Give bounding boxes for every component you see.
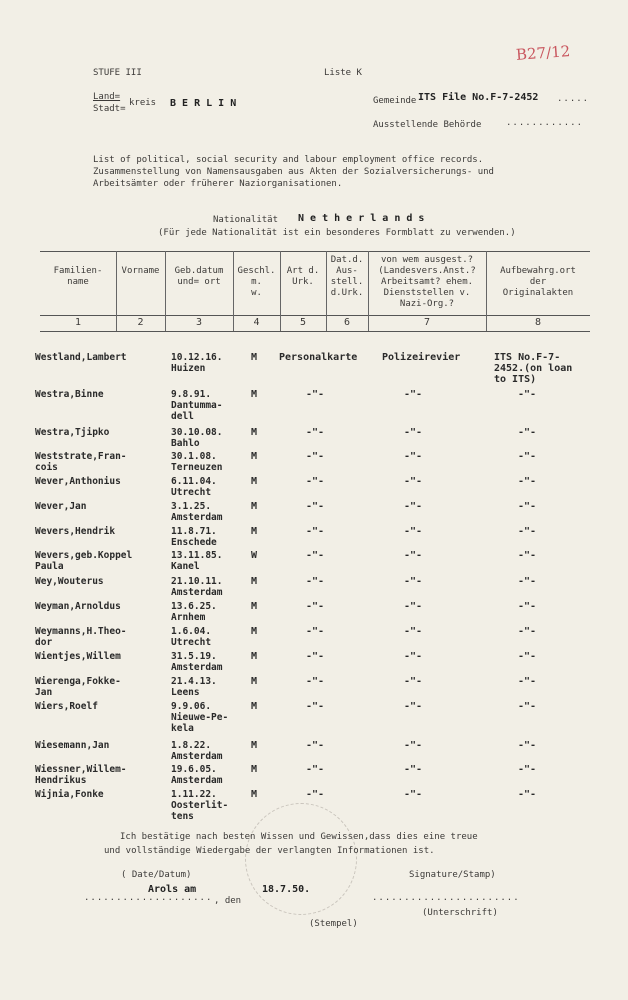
issuing-office: -"- [404, 740, 423, 751]
intro-line-3: Arbeitsämter oder früherer Naziorganisationen. [93, 179, 343, 189]
person-name [35, 701, 165, 712]
column-header-line: Aufbewahrg.ort [500, 266, 576, 276]
archive-location [518, 651, 536, 662]
stadt-label: Stadt= [93, 104, 126, 114]
cell-line: Wientjes,Willem [35, 651, 121, 662]
archive-location [518, 676, 536, 687]
ausstellende-label: Ausstellende Behörde [373, 120, 482, 130]
archive-location [518, 764, 536, 775]
date-dots: .................... [84, 893, 213, 903]
column-number: 7 [423, 317, 431, 328]
birth-date-place [171, 352, 241, 374]
cell-line: Wevers,Hendrik [35, 526, 116, 537]
cell-line: Amsterdam [171, 751, 223, 762]
liste-label: Liste K [324, 68, 362, 78]
cell-line: Huizen [171, 363, 206, 374]
cell-line: Nieuwe-Pe- [171, 712, 229, 723]
confirmation-line-1: Ich bestätige nach besten Wissen und Gewissen,dass dies eine treue [120, 832, 478, 842]
column-number: 2 [137, 317, 144, 328]
cell-line: kela [171, 723, 194, 734]
issuing-office: -"- [404, 476, 423, 487]
birth-date-place [171, 476, 241, 498]
signature-label: Signature/Stamp) [409, 870, 496, 880]
cell-line: ITS No.F-7- [494, 352, 561, 363]
date-label: ( Date/Datum) [121, 870, 192, 880]
cell-line: dor [35, 637, 53, 648]
sex: M [251, 601, 258, 612]
cell-line: Amsterdam [171, 587, 223, 598]
archive-location [518, 740, 536, 751]
cell-line: -"- [518, 626, 537, 637]
cell-line: to ITS) [494, 374, 537, 385]
cell-line: 21.4.13. [171, 676, 217, 687]
birth-date-place [171, 550, 241, 572]
column-header-line: Geb.datum [174, 266, 224, 276]
column-header-line: (Landesvers.Anst.? [378, 266, 476, 276]
document-type: -"- [306, 427, 325, 438]
cell-line: Enschede [171, 537, 217, 548]
sex: M [251, 576, 258, 587]
archive-location [518, 789, 536, 800]
sex: W [251, 550, 258, 561]
cell-line: Wever,Anthonius [35, 476, 121, 487]
cell-line: 6.11.04. [171, 476, 217, 487]
person-name [35, 676, 165, 698]
date-value: 18.7.50. [262, 884, 311, 895]
column-header-line: von wem ausgest.? [380, 255, 474, 265]
birth-date-place [171, 740, 241, 762]
cell-line: Arnhem [171, 612, 206, 623]
archive-location [518, 389, 536, 400]
sex: M [251, 526, 258, 537]
cell-line: 3.1.25. [171, 501, 212, 512]
sex: M [251, 626, 258, 637]
document-type: -"- [306, 601, 325, 612]
column-header-line: Dat.d. [330, 255, 364, 265]
document-type: -"- [306, 550, 325, 561]
sex: M [251, 501, 258, 512]
table-top-rule [40, 251, 590, 252]
cell-line: -"- [518, 427, 537, 438]
cell-line: 9.8.91. [171, 389, 212, 400]
column-header-line: Vorname [121, 266, 160, 276]
archive-location [518, 576, 536, 587]
archive-location [518, 526, 536, 537]
document-type: -"- [306, 789, 325, 800]
column-header-line: Nazi-Org.? [399, 299, 455, 309]
cell-line: 10.12.16. [171, 352, 223, 363]
cell-line: Oosterlit- [171, 800, 229, 811]
column-header-line: Familien- [53, 266, 103, 276]
archive-location [518, 476, 536, 487]
document-type: -"- [306, 389, 325, 400]
cell-line: Westra,Tjipko [35, 427, 110, 438]
cell-line: 21.10.11. [171, 576, 223, 587]
nationality-value: N e t h e r l a n d s [298, 213, 425, 224]
column-number: 5 [299, 317, 307, 328]
cell-line: -"- [518, 676, 537, 687]
cell-line: -"- [518, 764, 537, 775]
cell-line: Wiessner,Willem- [35, 764, 127, 775]
cell-line: 1.6.04. [171, 626, 212, 637]
issuing-office: -"- [404, 601, 423, 612]
column-header-line: und= ort [177, 277, 221, 287]
document-type: -"- [306, 526, 325, 537]
stufe-label: STUFE III [93, 68, 142, 78]
cell-line: Weststrate,Fran- [35, 451, 127, 462]
person-name [35, 389, 165, 400]
column-number: 1 [74, 317, 82, 328]
gemeinde-dots: ..... [557, 94, 590, 104]
person-name [35, 764, 165, 786]
column-header-line: der [529, 277, 547, 287]
land-label: Land= [93, 92, 121, 102]
column-number: 4 [253, 317, 260, 328]
column-header-line: d.Urk. [330, 288, 364, 298]
column-header-line: Urk. [292, 277, 314, 287]
stempel-label: (Stempel) [309, 919, 358, 929]
archive-location [518, 626, 536, 637]
document-type: -"- [306, 651, 325, 662]
gemeinde-label: Gemeinde [373, 96, 417, 106]
column-header-line: name [67, 277, 89, 287]
cell-line: -"- [518, 789, 537, 800]
cell-line: 30.10.08. [171, 427, 223, 438]
birth-date-place [171, 764, 241, 786]
issuing-office: -"- [404, 526, 423, 537]
document-type: -"- [306, 626, 325, 637]
cell-line: Wiers,Roelf [35, 701, 98, 712]
issuing-office: -"- [404, 550, 423, 561]
birth-date-place [171, 676, 241, 698]
column-header-1 [40, 266, 116, 288]
person-name [35, 476, 165, 487]
cell-line: Jan [35, 687, 53, 698]
issuing-office: -"- [404, 501, 423, 512]
cell-line: Paula [35, 561, 64, 572]
issuing-office: -"- [404, 651, 423, 662]
handwritten-mark: B27/12 [515, 42, 571, 64]
column-header-7 [368, 255, 486, 310]
nationality-label: Nationalität [213, 215, 279, 225]
cell-line: 30.1.08. [171, 451, 217, 462]
cell-line: Bahlo [171, 438, 200, 449]
column-header-line: Originalakten [502, 288, 574, 298]
column-header-6 [326, 255, 368, 299]
cell-line: -"- [518, 389, 537, 400]
place-label: Arols am [148, 884, 197, 895]
cell-line: Amsterdam [171, 775, 223, 786]
unterschrift-label: (Unterschrift) [422, 908, 498, 918]
column-number: 8 [534, 317, 542, 328]
column-header-line: w. [251, 288, 262, 298]
cell-line: Utrecht [171, 487, 212, 498]
issuing-office: -"- [404, 626, 423, 637]
cell-line: 2452.(on loan [494, 363, 573, 374]
cell-line: Wevers,geb.Koppel [35, 550, 133, 561]
column-header-5 [280, 266, 326, 288]
sex: M [251, 740, 258, 751]
its-file-number: ITS File No.F-7-2452 [418, 92, 539, 103]
cell-line: Hendrikus [35, 775, 87, 786]
birth-date-place [171, 526, 241, 548]
cell-line: 31.5.19. [171, 651, 217, 662]
confirmation-line-2: und vollständige Wiedergabe der verlangten Informationen ist. [104, 846, 435, 856]
issuing-office: -"- [404, 389, 423, 400]
cell-line: -"- [518, 576, 537, 587]
cell-line: -"- [518, 501, 537, 512]
sex: M [251, 476, 258, 487]
person-name [35, 451, 165, 473]
column-header-line: Dienststellen v. [383, 288, 471, 298]
cell-line: tens [171, 811, 194, 822]
cell-line: Dantumma- [171, 400, 223, 411]
issuing-office: -"- [404, 451, 423, 462]
document-type: -"- [306, 576, 325, 587]
birth-date-place [171, 601, 241, 623]
cell-line: Weyman,Arnoldus [35, 601, 121, 612]
cell-line: Wever,Jan [35, 501, 87, 512]
cell-line: 9.9.06. [171, 701, 212, 712]
person-name [35, 626, 165, 648]
archive-location [494, 352, 572, 385]
cell-line: Wijnia,Fonke [35, 789, 104, 800]
birth-date-place [171, 701, 241, 734]
ausstellende-dots: ............ [506, 118, 584, 128]
column-number: 3 [195, 317, 203, 328]
cell-line: Wey,Wouterus [35, 576, 104, 587]
column-header-line: Geschl. [237, 266, 276, 276]
column-header-8 [486, 266, 590, 299]
cell-line: 13.11.85. [171, 550, 223, 561]
column-header-3 [165, 266, 233, 288]
cell-line: cois [35, 462, 58, 473]
archive-location [518, 451, 536, 462]
nationality-note: (Für jede Nationalität ist ein besonderes Formblatt zu verwenden.) [158, 228, 516, 238]
birth-date-place [171, 451, 241, 473]
sex: M [251, 352, 258, 363]
cell-line: -"- [518, 550, 537, 561]
person-name [35, 550, 165, 572]
cell-line: -"- [518, 601, 537, 612]
cell-line: 1.11.22. [171, 789, 217, 800]
cell-line: -"- [518, 740, 537, 751]
sex: M [251, 701, 258, 712]
person-name [35, 651, 165, 662]
archive-location [518, 701, 536, 712]
cell-line: Westland,Lambert [35, 352, 127, 363]
sex: M [251, 676, 258, 687]
person-name [35, 740, 165, 751]
cell-line: Amsterdam [171, 662, 223, 673]
issuing-office: Polizeirevier [382, 352, 461, 363]
den-label: , den [214, 896, 242, 906]
cell-line: -"- [518, 476, 537, 487]
birth-date-place [171, 501, 241, 523]
cell-line: -"- [518, 651, 537, 662]
issuing-office: -"- [404, 701, 423, 712]
cell-line: dell [171, 411, 194, 422]
birth-date-place [171, 389, 241, 422]
document-type: -"- [306, 501, 325, 512]
cell-line: Amsterdam [171, 512, 223, 523]
column-header-line: m. [251, 277, 262, 287]
archive-location [518, 501, 536, 512]
sex: M [251, 427, 258, 438]
column-header-line: Arbeitsamt? ehem. [380, 277, 474, 287]
document-type: -"- [306, 476, 325, 487]
document-type: -"- [306, 764, 325, 775]
birth-date-place [171, 427, 241, 449]
column-header-line: stell. [330, 277, 364, 287]
archive-location [518, 601, 536, 612]
cell-line: 11.8.71. [171, 526, 217, 537]
cell-line: Terneuzen [171, 462, 223, 473]
birth-date-place [171, 789, 241, 822]
document-type: -"- [306, 676, 325, 687]
cell-line: Weymanns,H.Theo- [35, 626, 127, 637]
sex: M [251, 451, 258, 462]
birth-date-place [171, 651, 241, 673]
person-name [35, 789, 165, 800]
person-name [35, 601, 165, 612]
cell-line: Kanel [171, 561, 200, 572]
cell-line: 19.6.05. [171, 764, 217, 775]
archive-location [518, 427, 536, 438]
cell-line: -"- [518, 701, 537, 712]
column-header-line: Art d. [286, 266, 320, 276]
column-header-line: Aus- [336, 266, 358, 276]
cell-line: -"- [518, 451, 537, 462]
cell-line: Wiesemann,Jan [35, 740, 110, 751]
cell-line: Westra,Binne [35, 389, 104, 400]
issuing-office: -"- [404, 764, 423, 775]
document-type: -"- [306, 701, 325, 712]
document-type: -"- [306, 451, 325, 462]
column-header-2 [116, 266, 165, 277]
cell-line: 1.8.22. [171, 740, 212, 751]
kreis-value: B E R L I N [170, 98, 237, 109]
cell-line: Wierenga,Fokke- [35, 676, 121, 687]
sex: M [251, 651, 258, 662]
table-header-rule [40, 315, 590, 316]
sex: M [251, 389, 258, 400]
column-number: 6 [343, 317, 351, 328]
person-name [35, 352, 165, 363]
cell-line: Utrecht [171, 637, 212, 648]
cell-line: -"- [518, 526, 537, 537]
table-number-rule [40, 331, 590, 332]
issuing-office: -"- [404, 427, 423, 438]
column-header-4 [233, 266, 280, 299]
kreis-label: kreis [129, 98, 157, 108]
document-type: Personalkarte [279, 352, 358, 363]
cell-line: Leens [171, 687, 200, 698]
person-name [35, 501, 165, 512]
issuing-office: -"- [404, 576, 423, 587]
birth-date-place [171, 576, 241, 598]
intro-line-1: List of political, social security and labour employment office records. [93, 155, 484, 165]
issuing-office: -"- [404, 676, 423, 687]
cell-line: 13.6.25. [171, 601, 217, 612]
archive-location [518, 550, 536, 561]
person-name [35, 526, 165, 537]
sex: M [251, 789, 258, 800]
person-name [35, 576, 165, 587]
birth-date-place [171, 626, 241, 648]
faded-stamp [245, 803, 357, 915]
document-type: -"- [306, 740, 325, 751]
person-name [35, 427, 165, 438]
intro-line-2: Zusammenstellung von Namensausgaben aus Akten der Sozialversicherungs- und [93, 167, 494, 177]
issuing-office: -"- [404, 789, 423, 800]
sex: M [251, 764, 258, 775]
signature-dots: ....................... [372, 893, 520, 903]
